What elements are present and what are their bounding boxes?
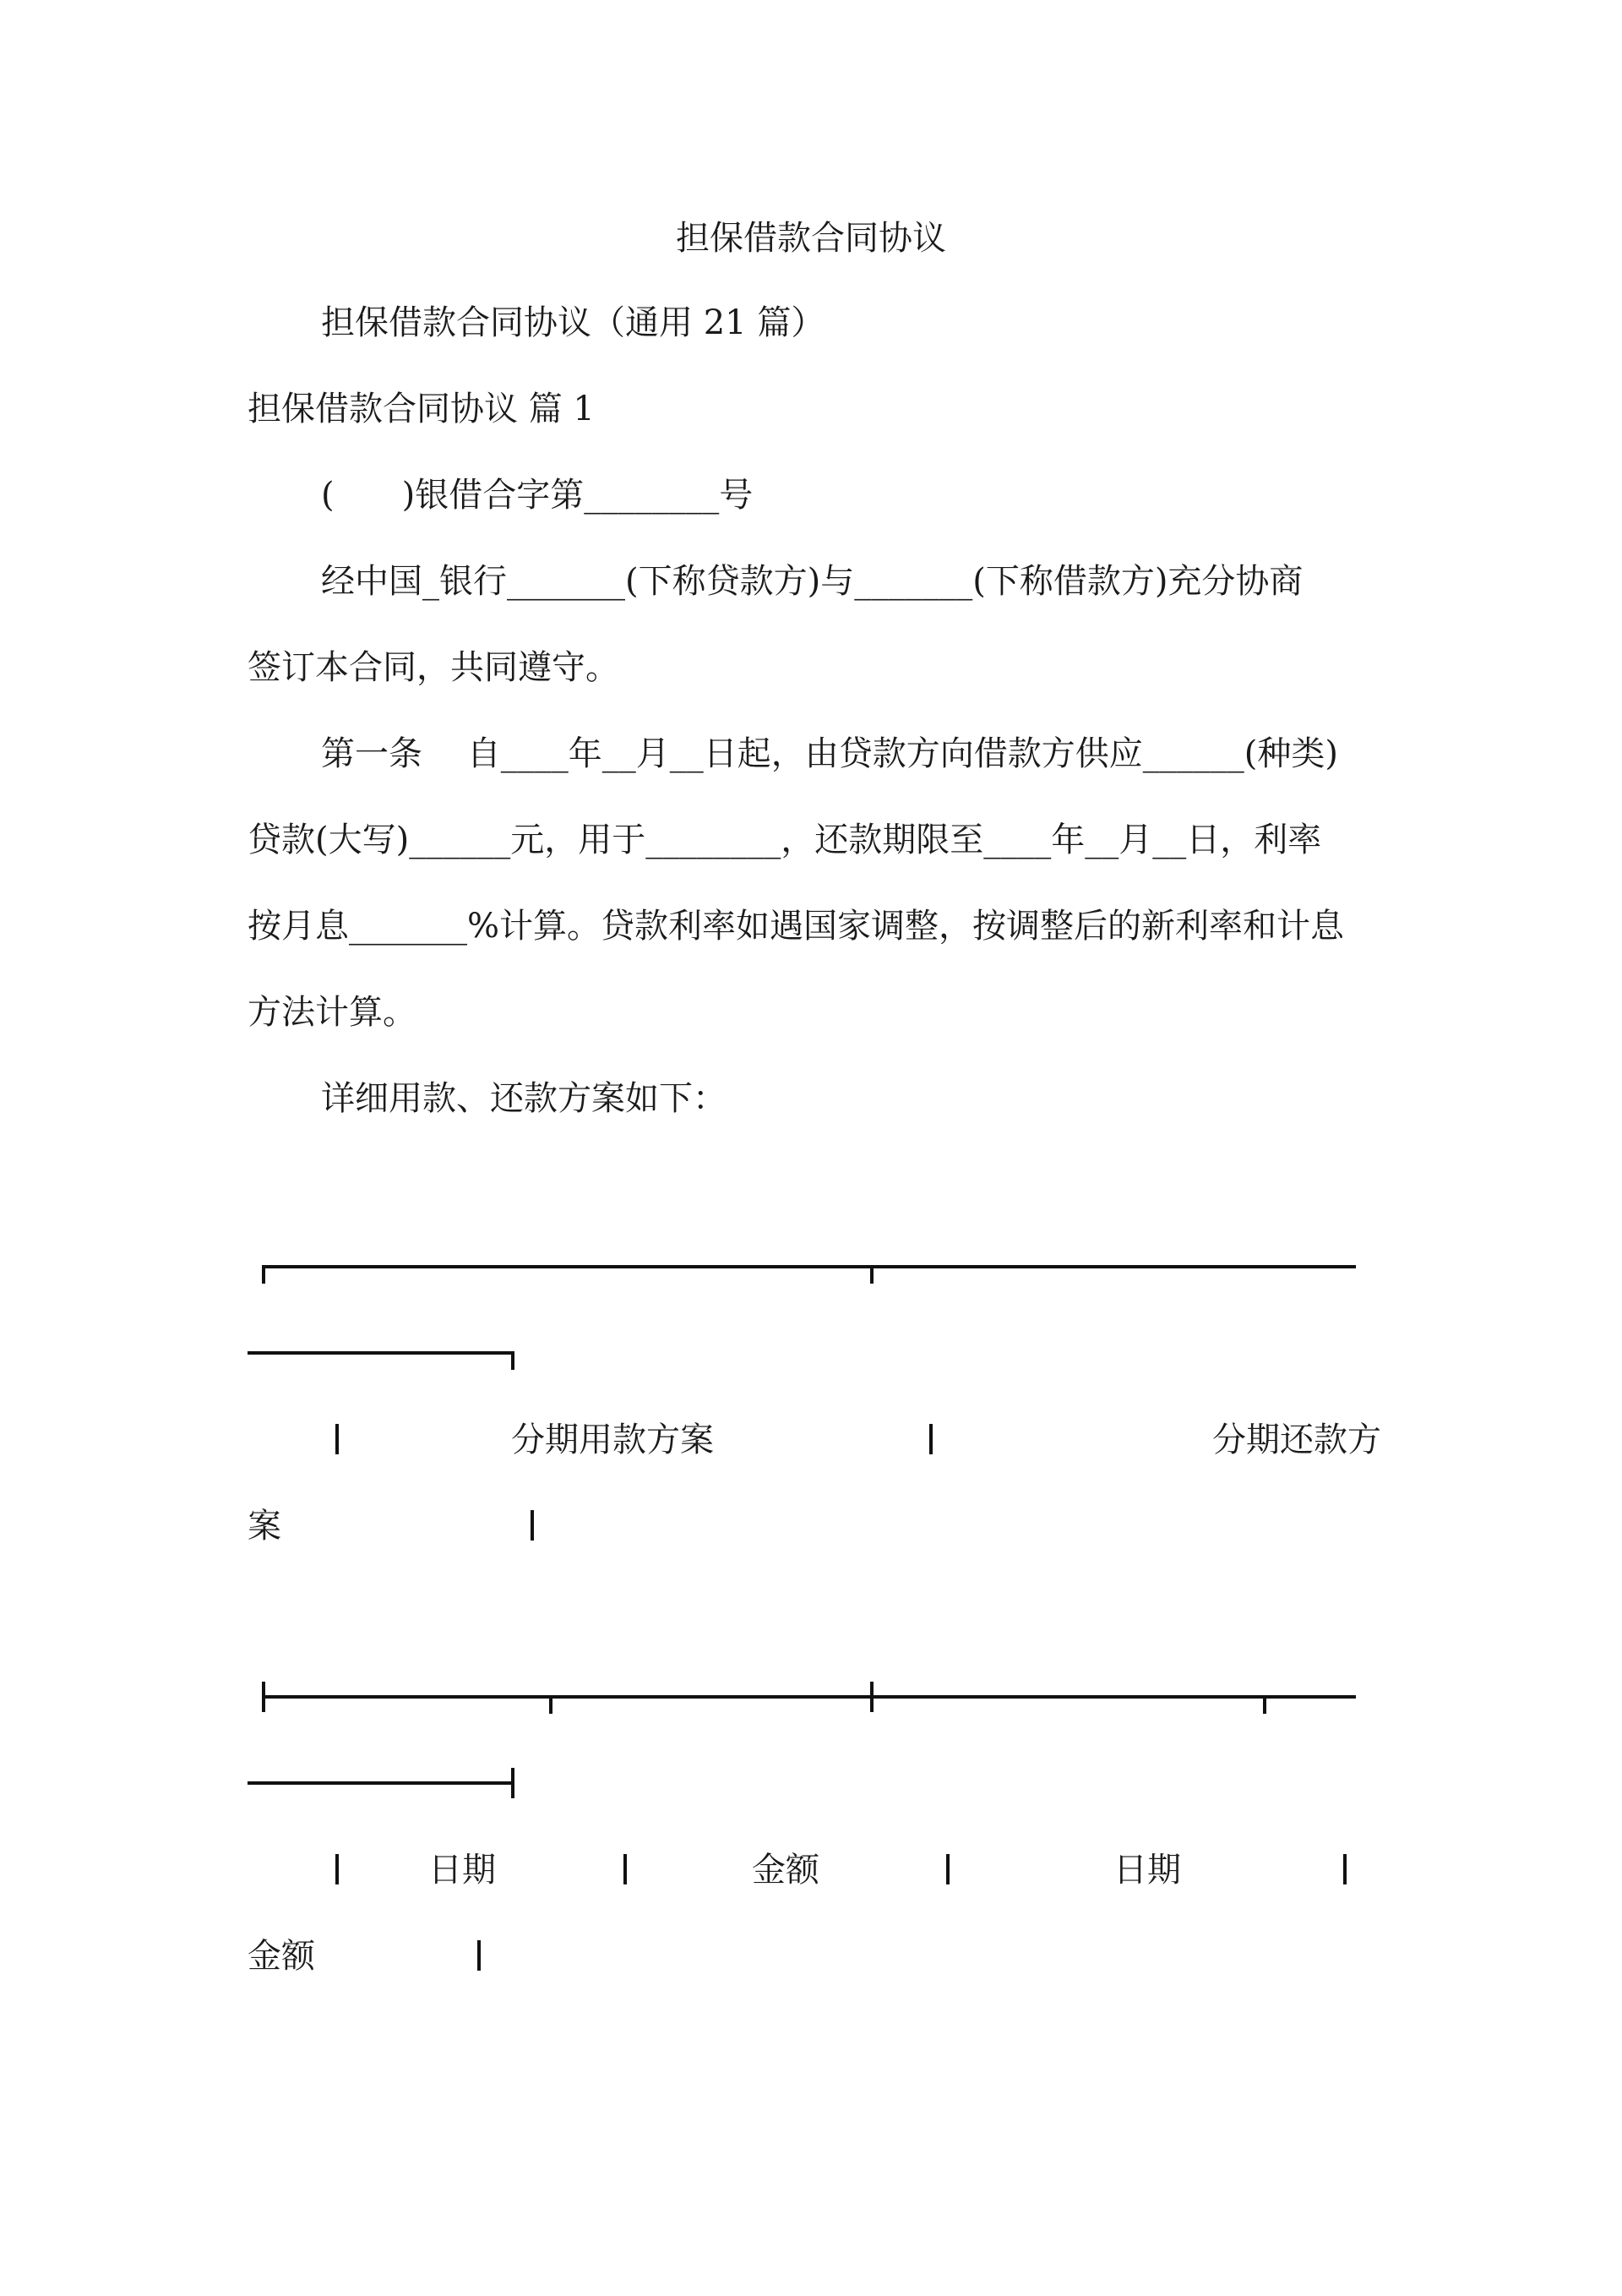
table-row-divider (477, 1940, 481, 1971)
table-row-divider (623, 1854, 627, 1884)
table-row-divider (335, 1854, 339, 1884)
contract-number: ( )银借合字第________号 (321, 476, 754, 515)
table-row-divider (929, 1424, 933, 1454)
section-heading: 担保借款合同协议 篇 1 (248, 390, 595, 428)
col-amount-1: 金额 (752, 1851, 819, 1890)
col-amount-2: 金额 (248, 1937, 315, 1976)
article1-line-2: 贷款(大写)______元，用于________，还款期限至____年__月__日，利率 (248, 821, 1322, 859)
article1-line-3: 按月息_______%计算。贷款利率如遇国家调整，按调整后的新利率和计息 (248, 907, 1345, 946)
table-row-divider (531, 1510, 534, 1541)
article1-line-1: 第一条 自____年__月__日起，由贷款方向借款方供应______(种类) (321, 734, 1338, 773)
intro-line-2: 签订本合同，共同遵守。 (248, 648, 619, 687)
header-use-plan: 分期用款方案 (511, 1421, 714, 1459)
col-date-2: 日期 (1113, 1851, 1181, 1890)
document-subtitle: 担保借款合同协议（通用 21 篇） (321, 303, 825, 342)
document-title: 担保借款合同协议 (676, 219, 946, 258)
table-row-divider (946, 1854, 950, 1884)
table-row-divider (335, 1424, 339, 1454)
intro-line-1: 经中国_银行_______(下称贷款方)与_______(下称借款方)充分协商 (321, 562, 1304, 601)
col-date-1: 日期 (428, 1851, 496, 1890)
header-repay-plan: 分期还款方 (1212, 1421, 1381, 1459)
article1-line-4: 方法计算。 (248, 993, 416, 1032)
table-row-divider (1343, 1854, 1347, 1884)
plan-intro: 详细用款、还款方案如下： (321, 1079, 727, 1118)
header-repay-plan-continued: 案 (248, 1507, 281, 1546)
